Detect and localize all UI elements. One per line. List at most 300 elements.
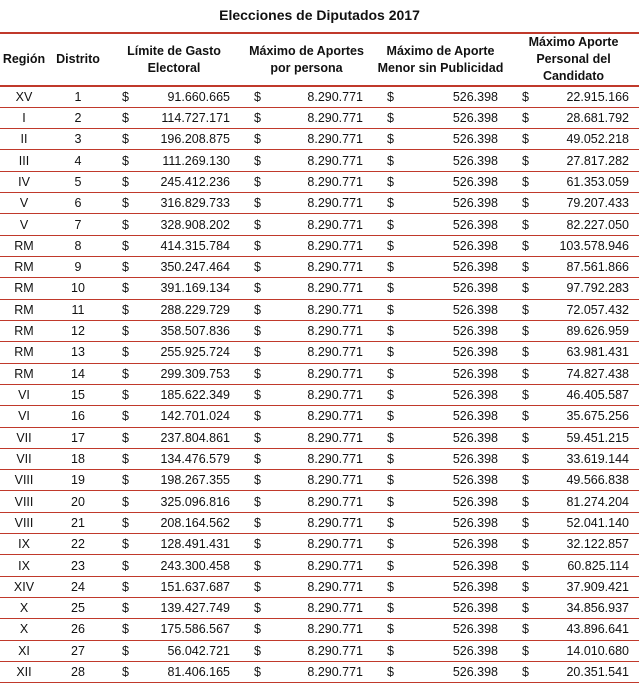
currency-symbol: $ xyxy=(387,238,394,253)
currency-symbol: $ xyxy=(387,579,394,594)
currency-symbol: $ xyxy=(522,153,529,168)
amount-value: 63.981.431 xyxy=(566,345,629,360)
cell-distrito: 16 xyxy=(48,406,108,427)
amount-value: 103.578.946 xyxy=(559,238,629,253)
amount-value: 87.561.866 xyxy=(566,260,629,275)
amount-value: 526.398 xyxy=(452,409,498,424)
currency-symbol: $ xyxy=(254,409,261,424)
currency-symbol: $ xyxy=(522,132,529,147)
currency-symbol: $ xyxy=(122,174,129,189)
currency-symbol: $ xyxy=(387,601,394,616)
amount-value: 27.817.282 xyxy=(566,153,629,168)
table-row xyxy=(0,534,639,555)
table-row xyxy=(0,171,639,192)
currency-symbol: $ xyxy=(522,110,529,125)
currency-symbol: $ xyxy=(122,451,129,466)
cell-max-aportes xyxy=(240,86,373,107)
amount-value: 151.637.687 xyxy=(160,579,230,594)
amount-value: 208.164.562 xyxy=(160,515,230,530)
currency-symbol: $ xyxy=(122,665,129,680)
amount-value: 91.660.665 xyxy=(167,89,230,104)
currency-symbol: $ xyxy=(387,494,394,509)
cell-max-menor xyxy=(373,214,508,235)
currency-symbol: $ xyxy=(254,196,261,211)
cell-region: X xyxy=(0,598,48,619)
cell-region: II xyxy=(0,129,48,150)
currency-symbol: $ xyxy=(387,451,394,466)
amount-value: 8.290.771 xyxy=(307,110,363,125)
table-row xyxy=(0,555,639,576)
cell-limite xyxy=(108,342,240,363)
cell-max-personal xyxy=(508,512,639,533)
cell-limite xyxy=(108,470,240,491)
currency-symbol: $ xyxy=(122,430,129,445)
cell-distrito: 27 xyxy=(48,640,108,661)
amount-value: 8.290.771 xyxy=(307,451,363,466)
table-row xyxy=(0,214,639,235)
currency-symbol: $ xyxy=(387,302,394,317)
cell-distrito: 5 xyxy=(48,171,108,192)
currency-symbol: $ xyxy=(254,302,261,317)
amount-value: 350.247.464 xyxy=(160,260,230,275)
cell-distrito: 2 xyxy=(48,107,108,128)
currency-symbol: $ xyxy=(122,238,129,253)
amount-value: 288.229.729 xyxy=(160,302,230,317)
amount-value: 43.896.641 xyxy=(566,622,629,637)
cell-max-menor xyxy=(373,406,508,427)
table-row xyxy=(0,320,639,341)
currency-symbol: $ xyxy=(254,260,261,275)
currency-symbol: $ xyxy=(122,515,129,530)
amount-value: 8.290.771 xyxy=(307,153,363,168)
cell-region: X xyxy=(0,619,48,640)
amount-value: 526.398 xyxy=(452,388,498,403)
cell-max-personal xyxy=(508,384,639,405)
currency-symbol: $ xyxy=(522,451,529,466)
amount-value: 391.169.134 xyxy=(160,281,230,296)
currency-symbol: $ xyxy=(522,473,529,488)
cell-distrito: 15 xyxy=(48,384,108,405)
table-row xyxy=(0,193,639,214)
amount-value: 142.701.024 xyxy=(160,409,230,424)
amount-value: 299.309.753 xyxy=(160,366,230,381)
currency-symbol: $ xyxy=(522,515,529,530)
currency-symbol: $ xyxy=(122,260,129,275)
amount-value: 526.398 xyxy=(452,345,498,360)
cell-limite xyxy=(108,555,240,576)
amount-value: 358.507.836 xyxy=(160,324,230,339)
cell-max-menor xyxy=(373,555,508,576)
cell-max-aportes xyxy=(240,278,373,299)
amount-value: 114.727.171 xyxy=(161,110,230,125)
currency-symbol: $ xyxy=(122,345,129,360)
cell-distrito: 17 xyxy=(48,427,108,448)
cell-max-menor xyxy=(373,470,508,491)
amount-value: 60.825.114 xyxy=(567,558,629,573)
currency-symbol: $ xyxy=(254,110,261,125)
amount-value: 52.041.140 xyxy=(566,515,629,530)
cell-max-aportes xyxy=(240,406,373,427)
currency-symbol: $ xyxy=(387,622,394,637)
cell-limite xyxy=(108,299,240,320)
amount-value: 8.290.771 xyxy=(307,217,363,232)
cell-max-personal xyxy=(508,470,639,491)
cell-max-aportes xyxy=(240,619,373,640)
cell-region: VII xyxy=(0,427,48,448)
amount-value: 8.290.771 xyxy=(307,579,363,594)
amount-value: 526.398 xyxy=(452,643,498,658)
cell-max-menor xyxy=(373,342,508,363)
cell-max-aportes xyxy=(240,107,373,128)
amount-value: 14.010.680 xyxy=(566,643,629,658)
cell-limite xyxy=(108,278,240,299)
currency-symbol: $ xyxy=(254,601,261,616)
currency-symbol: $ xyxy=(254,515,261,530)
currency-symbol: $ xyxy=(122,409,129,424)
cell-region: RM xyxy=(0,320,48,341)
cell-max-menor xyxy=(373,235,508,256)
cell-distrito: 1 xyxy=(48,86,108,107)
currency-symbol: $ xyxy=(387,174,394,189)
amount-value: 526.398 xyxy=(452,238,498,253)
cell-region: RM xyxy=(0,278,48,299)
cell-limite xyxy=(108,363,240,384)
amount-value: 526.398 xyxy=(452,579,498,594)
amount-value: 316.829.733 xyxy=(160,196,230,211)
amount-value: 111.269.130 xyxy=(162,153,230,168)
table-row xyxy=(0,129,639,150)
amount-value: 134.476.579 xyxy=(160,451,230,466)
amount-value: 59.451.215 xyxy=(566,430,629,445)
cell-max-personal xyxy=(508,193,639,214)
cell-region: VI xyxy=(0,384,48,405)
cell-distrito: 24 xyxy=(48,576,108,597)
currency-symbol: $ xyxy=(122,494,129,509)
cell-distrito: 28 xyxy=(48,661,108,682)
table-row xyxy=(0,278,639,299)
cell-max-personal xyxy=(508,491,639,512)
cell-distrito: 20 xyxy=(48,491,108,512)
amount-value: 8.290.771 xyxy=(307,515,363,530)
currency-symbol: $ xyxy=(122,132,129,147)
currency-symbol: $ xyxy=(522,238,529,253)
header-max-aportes: Máximo de Aportes por persona xyxy=(240,33,373,86)
currency-symbol: $ xyxy=(522,174,529,189)
cell-max-aportes xyxy=(240,299,373,320)
cell-region: XIV xyxy=(0,576,48,597)
cell-limite xyxy=(108,661,240,682)
currency-symbol: $ xyxy=(387,281,394,296)
amount-value: 328.908.202 xyxy=(160,217,230,232)
cell-max-personal xyxy=(508,534,639,555)
amount-value: 526.398 xyxy=(452,132,498,147)
cell-region: XI xyxy=(0,640,48,661)
amount-value: 526.398 xyxy=(452,302,498,317)
cell-max-menor xyxy=(373,320,508,341)
cell-max-menor xyxy=(373,150,508,171)
cell-max-menor xyxy=(373,193,508,214)
cell-max-menor xyxy=(373,384,508,405)
amount-value: 526.398 xyxy=(452,601,498,616)
amount-value: 72.057.432 xyxy=(566,302,629,317)
currency-symbol: $ xyxy=(387,665,394,680)
cell-limite xyxy=(108,598,240,619)
amount-value: 8.290.771 xyxy=(307,601,363,616)
currency-symbol: $ xyxy=(254,132,261,147)
currency-symbol: $ xyxy=(254,174,261,189)
cell-max-menor xyxy=(373,278,508,299)
currency-symbol: $ xyxy=(387,430,394,445)
cell-max-menor xyxy=(373,86,508,107)
amount-value: 82.227.050 xyxy=(566,217,629,232)
cell-max-personal xyxy=(508,576,639,597)
currency-symbol: $ xyxy=(254,558,261,573)
cell-max-personal xyxy=(508,619,639,640)
cell-distrito: 7 xyxy=(48,214,108,235)
currency-symbol: $ xyxy=(122,153,129,168)
currency-symbol: $ xyxy=(387,153,394,168)
cell-max-aportes xyxy=(240,150,373,171)
amount-value: 81.406.165 xyxy=(167,665,230,680)
amount-value: 526.398 xyxy=(452,473,498,488)
amount-value: 526.398 xyxy=(452,366,498,381)
cell-max-menor xyxy=(373,171,508,192)
cell-limite xyxy=(108,384,240,405)
cell-max-aportes xyxy=(240,640,373,661)
currency-symbol: $ xyxy=(254,665,261,680)
cell-distrito: 25 xyxy=(48,598,108,619)
amount-value: 196.208.875 xyxy=(160,132,230,147)
currency-symbol: $ xyxy=(254,345,261,360)
cell-max-aportes xyxy=(240,129,373,150)
table-row xyxy=(0,427,639,448)
amount-value: 8.290.771 xyxy=(307,196,363,211)
cell-max-personal xyxy=(508,342,639,363)
currency-symbol: $ xyxy=(254,238,261,253)
cell-max-personal xyxy=(508,257,639,278)
cell-max-aportes xyxy=(240,257,373,278)
cell-region: IX xyxy=(0,555,48,576)
cell-max-menor xyxy=(373,299,508,320)
header-max-menor: Máximo de Aporte Menor sin Publicidad xyxy=(373,33,508,86)
cell-max-menor xyxy=(373,491,508,512)
amount-value: 22.915.166 xyxy=(566,89,629,104)
currency-symbol: $ xyxy=(522,430,529,445)
amount-value: 46.405.587 xyxy=(566,388,629,403)
cell-max-aportes xyxy=(240,512,373,533)
amount-value: 526.398 xyxy=(452,324,498,339)
cell-distrito: 4 xyxy=(48,150,108,171)
amount-value: 255.925.724 xyxy=(160,345,230,360)
cell-limite xyxy=(108,619,240,640)
cell-limite xyxy=(108,107,240,128)
cell-distrito: 9 xyxy=(48,257,108,278)
elections-table xyxy=(0,32,639,683)
cell-limite xyxy=(108,406,240,427)
currency-symbol: $ xyxy=(122,643,129,658)
amount-value: 8.290.771 xyxy=(307,366,363,381)
amount-value: 33.619.144 xyxy=(566,451,629,466)
amount-value: 526.398 xyxy=(452,217,498,232)
cell-max-menor xyxy=(373,661,508,682)
cell-max-menor xyxy=(373,640,508,661)
currency-symbol: $ xyxy=(522,324,529,339)
currency-symbol: $ xyxy=(387,217,394,232)
cell-max-personal xyxy=(508,278,639,299)
cell-max-personal xyxy=(508,406,639,427)
amount-value: 32.122.857 xyxy=(566,537,629,552)
amount-value: 526.398 xyxy=(452,153,498,168)
cell-distrito: 19 xyxy=(48,470,108,491)
amount-value: 8.290.771 xyxy=(307,537,363,552)
cell-region: IX xyxy=(0,534,48,555)
currency-symbol: $ xyxy=(122,473,129,488)
amount-value: 8.290.771 xyxy=(307,238,363,253)
cell-distrito: 14 xyxy=(48,363,108,384)
currency-symbol: $ xyxy=(522,622,529,637)
cell-region: VIII xyxy=(0,491,48,512)
cell-max-menor xyxy=(373,448,508,469)
amount-value: 8.290.771 xyxy=(307,430,363,445)
cell-region: RM xyxy=(0,299,48,320)
cell-limite xyxy=(108,235,240,256)
cell-max-aportes xyxy=(240,598,373,619)
currency-symbol: $ xyxy=(387,132,394,147)
amount-value: 526.398 xyxy=(452,174,498,189)
amount-value: 8.290.771 xyxy=(307,622,363,637)
currency-symbol: $ xyxy=(522,217,529,232)
cell-limite xyxy=(108,257,240,278)
table-row xyxy=(0,619,639,640)
currency-symbol: $ xyxy=(254,494,261,509)
currency-symbol: $ xyxy=(387,537,394,552)
cell-max-personal xyxy=(508,150,639,171)
cell-limite xyxy=(108,86,240,107)
currency-symbol: $ xyxy=(122,622,129,637)
currency-symbol: $ xyxy=(387,324,394,339)
amount-value: 37.909.421 xyxy=(566,579,629,594)
currency-symbol: $ xyxy=(254,89,261,104)
currency-symbol: $ xyxy=(387,473,394,488)
cell-max-personal xyxy=(508,107,639,128)
cell-distrito: 22 xyxy=(48,534,108,555)
amount-value: 245.412.236 xyxy=(160,174,230,189)
header-max-personal: Máximo Aporte Personal del Candidato xyxy=(508,33,639,86)
currency-symbol: $ xyxy=(254,153,261,168)
cell-max-aportes xyxy=(240,448,373,469)
cell-max-aportes xyxy=(240,214,373,235)
amount-value: 526.398 xyxy=(452,537,498,552)
cell-max-aportes xyxy=(240,555,373,576)
amount-value: 8.290.771 xyxy=(307,260,363,275)
currency-symbol: $ xyxy=(254,537,261,552)
cell-max-aportes xyxy=(240,342,373,363)
amount-value: 414.315.784 xyxy=(160,238,230,253)
amount-value: 34.856.937 xyxy=(566,601,629,616)
cell-max-aportes xyxy=(240,576,373,597)
currency-symbol: $ xyxy=(387,260,394,275)
currency-symbol: $ xyxy=(387,515,394,530)
cell-region: RM xyxy=(0,342,48,363)
cell-max-personal xyxy=(508,448,639,469)
amount-value: 325.096.816 xyxy=(160,494,230,509)
currency-symbol: $ xyxy=(122,388,129,403)
cell-distrito: 18 xyxy=(48,448,108,469)
currency-symbol: $ xyxy=(522,260,529,275)
cell-distrito: 11 xyxy=(48,299,108,320)
table-row xyxy=(0,235,639,256)
amount-value: 526.398 xyxy=(452,196,498,211)
cell-region: I xyxy=(0,107,48,128)
amount-value: 61.353.059 xyxy=(566,174,629,189)
currency-symbol: $ xyxy=(522,196,529,211)
currency-symbol: $ xyxy=(122,324,129,339)
amount-value: 56.042.721 xyxy=(167,643,230,658)
table-row xyxy=(0,86,639,107)
cell-limite xyxy=(108,193,240,214)
currency-symbol: $ xyxy=(387,89,394,104)
amount-value: 8.290.771 xyxy=(307,324,363,339)
table-row xyxy=(0,640,639,661)
amount-value: 526.398 xyxy=(452,494,498,509)
currency-symbol: $ xyxy=(122,110,129,125)
currency-symbol: $ xyxy=(522,643,529,658)
amount-value: 185.622.349 xyxy=(160,388,230,403)
table-row xyxy=(0,363,639,384)
currency-symbol: $ xyxy=(122,196,129,211)
currency-symbol: $ xyxy=(254,579,261,594)
amount-value: 8.290.771 xyxy=(307,558,363,573)
cell-max-aportes xyxy=(240,427,373,448)
currency-symbol: $ xyxy=(122,89,129,104)
header-distrito: Distrito xyxy=(48,33,108,86)
currency-symbol: $ xyxy=(122,302,129,317)
cell-max-aportes xyxy=(240,193,373,214)
currency-symbol: $ xyxy=(522,388,529,403)
currency-symbol: $ xyxy=(254,451,261,466)
currency-symbol: $ xyxy=(387,366,394,381)
cell-max-menor xyxy=(373,427,508,448)
currency-symbol: $ xyxy=(387,388,394,403)
amount-value: 35.675.256 xyxy=(566,409,629,424)
currency-symbol: $ xyxy=(254,473,261,488)
currency-symbol: $ xyxy=(387,110,394,125)
amount-value: 8.290.771 xyxy=(307,302,363,317)
cell-limite xyxy=(108,427,240,448)
currency-symbol: $ xyxy=(122,579,129,594)
cell-limite xyxy=(108,576,240,597)
currency-symbol: $ xyxy=(254,366,261,381)
cell-max-personal xyxy=(508,299,639,320)
cell-max-menor xyxy=(373,107,508,128)
cell-region: III xyxy=(0,150,48,171)
cell-limite xyxy=(108,150,240,171)
cell-max-personal xyxy=(508,129,639,150)
cell-limite xyxy=(108,320,240,341)
cell-max-menor xyxy=(373,598,508,619)
amount-value: 49.052.218 xyxy=(566,132,629,147)
header-row xyxy=(0,33,639,86)
amount-value: 20.351.541 xyxy=(566,665,629,680)
cell-max-menor xyxy=(373,129,508,150)
currency-symbol: $ xyxy=(522,281,529,296)
currency-symbol: $ xyxy=(254,324,261,339)
amount-value: 49.566.838 xyxy=(566,473,629,488)
cell-region: RM xyxy=(0,235,48,256)
amount-value: 8.290.771 xyxy=(307,665,363,680)
amount-value: 8.290.771 xyxy=(307,345,363,360)
table-row xyxy=(0,150,639,171)
